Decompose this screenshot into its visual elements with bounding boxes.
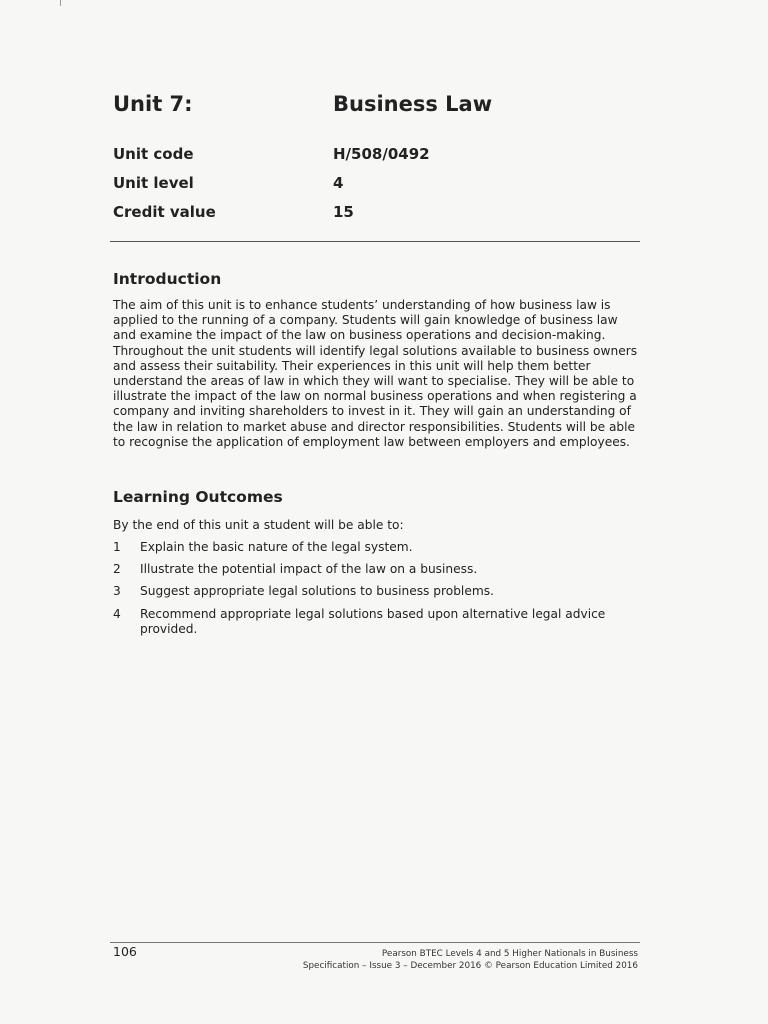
learning-outcomes-list xyxy=(113,540,641,644)
learning-outcomes-intro: By the end of this unit a student will be able to: xyxy=(113,518,404,532)
scan-mark xyxy=(60,0,61,6)
meta-value: H/508/0492 xyxy=(333,145,430,163)
meta-row-unit-code xyxy=(113,145,513,167)
list-item-number: 3 xyxy=(113,584,121,599)
list-item xyxy=(113,562,641,577)
footer-line-2: Specification – Issue 3 – December 2016 © Pearson Education Limited 2016 xyxy=(302,961,638,971)
learning-outcomes-heading: Learning Outcomes xyxy=(113,488,283,506)
header-divider xyxy=(110,241,640,242)
meta-row-unit-level xyxy=(113,174,513,196)
unit-header xyxy=(113,92,673,128)
meta-value: 4 xyxy=(333,174,344,192)
meta-label: Unit code xyxy=(113,145,194,163)
page-number: 106 xyxy=(113,944,137,959)
list-item-text: Illustrate the potential impact of the law on a business. xyxy=(140,562,478,577)
footer-line-1: Pearson BTEC Levels 4 and 5 Higher Nationals in Business xyxy=(381,949,638,959)
unit-number: Unit 7: xyxy=(113,92,193,116)
meta-label: Unit level xyxy=(113,174,194,192)
list-item xyxy=(113,607,641,637)
list-item-text: Explain the basic nature of the legal system. xyxy=(140,540,413,554)
list-item-number: 4 xyxy=(113,606,121,621)
list-item-text: Recommend appropriate legal solutions based upon alternative legal advice provided. xyxy=(140,606,606,636)
meta-row-credit-value xyxy=(113,203,513,225)
meta-value: 15 xyxy=(333,203,354,221)
introduction-heading: Introduction xyxy=(113,270,222,288)
meta-label: Credit value xyxy=(113,203,216,221)
list-item-text: Suggest appropriate legal solutions to business problems. xyxy=(140,584,494,599)
list-item-number: 2 xyxy=(113,562,121,577)
list-item xyxy=(113,540,641,555)
list-item xyxy=(113,584,641,599)
footer-divider xyxy=(110,942,640,943)
introduction-body: The aim of this unit is to enhance students’ understanding of how business law is applied to the running of a company. Students will gain knowledge of business law and examine the impact of the law on business operations and decision-making. Throughout the unit students will identify legal solutions available to business owners and assess their suitability. Their experiences in this unit will help them better understand the areas of law in which they will want to specialise. They will be able to illustrate the impact of the law on normal business operations and when registering a company and inviting shareholders to invest in it. They will gain an understanding of the law in relation to market abuse and director responsibilities. Students will be able to recognise the application of employment law between employers and employees. xyxy=(113,298,638,449)
unit-title: Business Law xyxy=(333,92,493,116)
list-item-number: 1 xyxy=(113,540,121,554)
footer-citation xyxy=(303,948,638,972)
